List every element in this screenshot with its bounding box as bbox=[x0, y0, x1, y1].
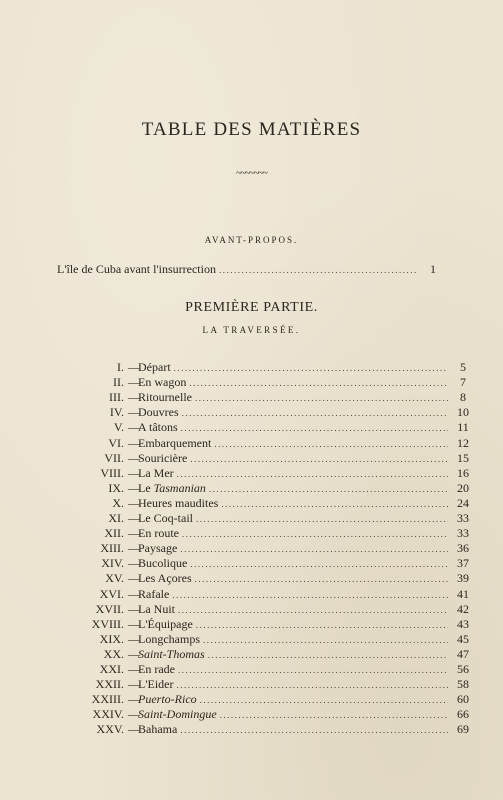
dot-leader bbox=[221, 497, 448, 511]
chapter-number: XXIII. bbox=[91, 692, 124, 707]
dot-leader bbox=[195, 572, 448, 586]
chapter-dash: — bbox=[128, 495, 140, 510]
chapter-entry bbox=[138, 722, 475, 737]
chapter-title-wrap bbox=[138, 692, 197, 706]
dot-leader bbox=[178, 663, 448, 677]
chapter-title: Le Coq-tail bbox=[138, 511, 193, 525]
chapter-number: XVII. bbox=[95, 601, 124, 616]
chapter-number: I. bbox=[117, 360, 124, 374]
chapter-row bbox=[0, 692, 503, 706]
chapter-row bbox=[0, 481, 503, 495]
chapter-entry bbox=[138, 451, 475, 466]
dot-leader bbox=[182, 527, 448, 541]
part-title: PREMIÈRE PARTIE. bbox=[185, 300, 318, 315]
avant-propos-entry bbox=[57, 262, 445, 277]
chapter-dash: — bbox=[128, 662, 140, 676]
chapter-page: 37 bbox=[457, 556, 469, 571]
chapter-page: 43 bbox=[457, 616, 469, 631]
chapter-entry bbox=[138, 511, 475, 526]
chapter-number: XX. bbox=[103, 646, 124, 661]
chapter-entry bbox=[138, 375, 475, 390]
chapter-title: La Mer bbox=[138, 465, 174, 480]
chapter-row bbox=[0, 707, 503, 721]
chapter-number: VII. bbox=[104, 450, 124, 465]
chapter-title-wrap bbox=[138, 466, 174, 480]
chapter-title: Départ bbox=[138, 360, 171, 374]
chapter-row bbox=[0, 405, 503, 419]
chapter-page: 33 bbox=[457, 511, 469, 525]
chapter-entry bbox=[138, 677, 475, 692]
chapter-number: III. bbox=[109, 390, 124, 405]
chapter-row bbox=[0, 436, 503, 450]
chapter-title-wrap bbox=[138, 647, 205, 661]
chapter-title: Saint-Domingue bbox=[138, 707, 217, 722]
chapter-entry bbox=[138, 647, 475, 662]
chapter-number: XIX. bbox=[99, 631, 124, 646]
chapter-dash: — bbox=[128, 435, 140, 450]
chapter-title: Ritournelle bbox=[138, 390, 192, 405]
chapter-page: 20 bbox=[457, 480, 469, 495]
dot-leader bbox=[200, 693, 448, 707]
chapter-dash: — bbox=[128, 420, 140, 435]
chapter-row bbox=[0, 420, 503, 434]
chapter-number: XXII. bbox=[95, 677, 124, 692]
chapter-number: XVI. bbox=[99, 586, 124, 601]
dot-leader bbox=[177, 467, 448, 481]
dot-leader bbox=[203, 633, 448, 647]
chapter-title-wrap bbox=[138, 556, 187, 570]
chapter-number: XII. bbox=[104, 526, 124, 541]
chapter-title-wrap bbox=[138, 511, 193, 525]
chapter-dash: — bbox=[128, 601, 140, 616]
chapter-row bbox=[0, 647, 503, 661]
chapter-dash: — bbox=[128, 646, 140, 661]
chapter-row bbox=[0, 662, 503, 676]
chapter-number: XV. bbox=[105, 571, 124, 586]
chapter-page: 60 bbox=[457, 692, 469, 707]
chapter-row bbox=[0, 526, 503, 540]
chapter-page: 58 bbox=[457, 677, 469, 692]
chapter-row bbox=[0, 722, 503, 736]
chapter-title: Saint-Thomas bbox=[138, 646, 205, 661]
chapter-page: 69 bbox=[457, 722, 469, 737]
chapter-title-wrap bbox=[138, 587, 169, 601]
chapter-entry bbox=[138, 390, 475, 405]
chapter-title-wrap bbox=[138, 602, 175, 616]
chapter-entry bbox=[138, 617, 475, 632]
chapter-title: Souricière bbox=[138, 450, 188, 465]
chapter-title-wrap bbox=[138, 405, 179, 419]
chapter-title: La Nuit bbox=[138, 601, 175, 616]
chapter-dash: — bbox=[128, 375, 140, 390]
chapter-entry bbox=[138, 481, 475, 496]
chapter-row bbox=[0, 556, 503, 570]
chapter-page: 10 bbox=[457, 405, 469, 420]
chapter-dash: — bbox=[128, 677, 140, 692]
chapter-number: IV. bbox=[109, 405, 124, 420]
chapter-entry bbox=[138, 466, 475, 481]
chapter-number: VIII. bbox=[100, 465, 124, 480]
chapter-title: Paysage bbox=[138, 541, 178, 556]
chapter-dash: — bbox=[128, 707, 140, 722]
chapter-title-wrap bbox=[138, 541, 177, 555]
chapter-title: Embarquement bbox=[138, 435, 212, 450]
chapter-title-wrap bbox=[138, 632, 200, 646]
chapter-title: L'Eider bbox=[138, 677, 174, 692]
chapter-title-wrap bbox=[138, 390, 192, 404]
chapter-page: 56 bbox=[457, 662, 469, 676]
chapter-page: 24 bbox=[457, 495, 469, 510]
chapter-title-wrap bbox=[138, 496, 218, 510]
chapter-entry bbox=[138, 602, 475, 617]
chapter-dash: — bbox=[128, 616, 140, 631]
chapter-title-wrap bbox=[138, 677, 173, 691]
dot-leader bbox=[208, 648, 448, 662]
chapter-title-wrap bbox=[138, 707, 217, 721]
chapter-page: 41 bbox=[457, 586, 469, 601]
chapter-page: 11 bbox=[457, 420, 469, 435]
chapter-row bbox=[0, 511, 503, 525]
part-subtitle: LA TRAVERSÉE. bbox=[202, 325, 301, 335]
chapter-dash: — bbox=[128, 390, 140, 405]
chapter-title-wrap bbox=[138, 375, 186, 389]
chapter-number: X. bbox=[112, 495, 124, 510]
chapter-number: XXV. bbox=[96, 722, 124, 737]
chapter-row bbox=[0, 587, 503, 601]
chapter-page: 36 bbox=[457, 541, 469, 556]
chapter-row bbox=[0, 632, 503, 646]
chapter-entry bbox=[138, 526, 475, 541]
chapter-page: 5 bbox=[460, 360, 466, 374]
chapter-title: Heures maudites bbox=[138, 495, 219, 510]
chapter-dash: — bbox=[128, 586, 140, 601]
chapter-page: 47 bbox=[457, 646, 469, 661]
chapter-row bbox=[0, 541, 503, 555]
dot-leader bbox=[172, 588, 448, 602]
chapter-number: XXI. bbox=[99, 662, 124, 676]
chapter-dash: — bbox=[128, 480, 140, 495]
dot-leader bbox=[189, 376, 448, 390]
chapter-entry bbox=[138, 707, 475, 722]
dot-leader bbox=[196, 512, 448, 526]
dot-leader bbox=[178, 603, 448, 617]
chapter-page: 8 bbox=[460, 390, 466, 405]
chapter-entry bbox=[138, 496, 475, 511]
chapter-entry bbox=[138, 436, 475, 451]
chapter-title: Longchamps bbox=[138, 631, 200, 646]
chapter-number: V. bbox=[113, 420, 124, 435]
chapter-entry bbox=[138, 692, 475, 707]
chapter-number: XXIV. bbox=[92, 707, 124, 722]
chapter-title-wrap bbox=[138, 436, 211, 450]
chapter-dash: — bbox=[128, 692, 140, 707]
chapter-row bbox=[0, 677, 503, 691]
chapter-title-wrap bbox=[138, 451, 187, 465]
chapter-number: XI. bbox=[108, 511, 124, 525]
chapter-number: XIII. bbox=[100, 541, 124, 556]
chapter-entry bbox=[138, 405, 475, 420]
chapter-title-wrap bbox=[138, 526, 179, 540]
chapter-row bbox=[0, 617, 503, 631]
chapter-dash: — bbox=[128, 571, 140, 586]
chapter-page: 33 bbox=[457, 526, 469, 541]
chapter-title: En route bbox=[138, 526, 179, 541]
chapter-dash: — bbox=[128, 722, 140, 737]
chapter-entry bbox=[138, 556, 475, 571]
dot-leader bbox=[174, 361, 448, 375]
chapter-number: XVIII. bbox=[91, 616, 124, 631]
chapter-number: VI. bbox=[108, 435, 124, 450]
chapter-title-prefix: Le bbox=[138, 480, 154, 495]
chapter-title-wrap bbox=[138, 662, 175, 676]
dot-leader bbox=[209, 482, 448, 496]
chapter-title: En wagon bbox=[138, 375, 187, 390]
dot-leader bbox=[190, 452, 448, 466]
dot-leader bbox=[190, 557, 448, 571]
chapter-dash: — bbox=[128, 541, 140, 556]
chapter-title: Rafale bbox=[138, 586, 170, 601]
dot-leader bbox=[196, 618, 448, 632]
dot-leader bbox=[181, 421, 448, 435]
chapter-row bbox=[0, 451, 503, 465]
chapter-row bbox=[0, 375, 503, 389]
chapter-number: XIV. bbox=[101, 556, 124, 571]
chapter-row bbox=[0, 360, 503, 374]
dot-leader bbox=[220, 708, 448, 722]
dot-leader bbox=[180, 542, 448, 556]
chapter-title: L'Équipage bbox=[138, 616, 193, 631]
chapter-title-wrap bbox=[138, 722, 177, 736]
chapter-dash: — bbox=[128, 405, 140, 420]
chapter-title: Tasmanian bbox=[153, 480, 206, 495]
dot-leader bbox=[176, 678, 448, 692]
chapter-title: A tâtons bbox=[138, 420, 178, 435]
chapter-dash: — bbox=[128, 360, 140, 374]
chapter-title: Douvres bbox=[138, 405, 179, 420]
chapter-title: Puerto-Rico bbox=[138, 692, 197, 707]
chapter-title: Les Açores bbox=[138, 571, 192, 586]
chapter-dash: — bbox=[128, 556, 140, 571]
dot-leader bbox=[180, 723, 448, 737]
chapter-title: En rade bbox=[138, 662, 175, 676]
chapter-title: Bahama bbox=[138, 722, 178, 737]
chapter-title-wrap bbox=[138, 617, 193, 631]
dot-leader bbox=[219, 263, 418, 277]
chapter-page: 39 bbox=[457, 571, 469, 586]
chapter-dash: — bbox=[128, 450, 140, 465]
dot-leader bbox=[182, 406, 448, 420]
page-title: TABLE DES MATIÈRES bbox=[141, 119, 362, 140]
avant-propos-heading: AVANT-PROPOS. bbox=[204, 235, 299, 245]
chapter-entry bbox=[138, 541, 475, 556]
chapter-title-wrap bbox=[138, 481, 206, 495]
chapter-entry bbox=[138, 587, 475, 602]
chapter-entry bbox=[138, 360, 475, 375]
chapter-row bbox=[0, 466, 503, 480]
chapter-page: 16 bbox=[457, 465, 469, 480]
chapter-page: 66 bbox=[457, 707, 469, 722]
chapter-page: 42 bbox=[457, 601, 469, 616]
chapter-entry bbox=[138, 571, 475, 586]
avant-propos-entry-label: L'île de Cuba avant l'insurrection bbox=[57, 262, 216, 276]
dot-leader bbox=[195, 391, 448, 405]
title-ornament: ~~~~~~~ bbox=[236, 168, 267, 179]
chapter-page: 12 bbox=[457, 435, 469, 450]
chapter-page: 15 bbox=[457, 450, 469, 465]
chapter-row bbox=[0, 602, 503, 616]
chapter-dash: — bbox=[128, 511, 140, 525]
chapter-page: 7 bbox=[460, 375, 466, 390]
chapter-title-wrap bbox=[138, 571, 192, 585]
chapter-entry bbox=[138, 420, 475, 435]
chapter-title-wrap bbox=[138, 360, 171, 374]
chapter-entry bbox=[138, 632, 475, 647]
chapter-number: II. bbox=[113, 375, 124, 390]
chapter-number: IX. bbox=[108, 480, 124, 495]
chapter-entry bbox=[138, 662, 475, 677]
chapter-dash: — bbox=[128, 526, 140, 541]
chapter-page: 45 bbox=[457, 631, 469, 646]
dot-leader bbox=[214, 437, 448, 451]
chapter-title: Bucolique bbox=[138, 556, 188, 571]
chapter-row bbox=[0, 496, 503, 510]
avant-propos-entry-page: 1 bbox=[430, 262, 436, 276]
chapter-row bbox=[0, 571, 503, 585]
chapter-row bbox=[0, 390, 503, 404]
chapter-title-wrap bbox=[138, 420, 178, 434]
chapter-dash: — bbox=[128, 631, 140, 646]
chapter-dash: — bbox=[128, 465, 140, 480]
